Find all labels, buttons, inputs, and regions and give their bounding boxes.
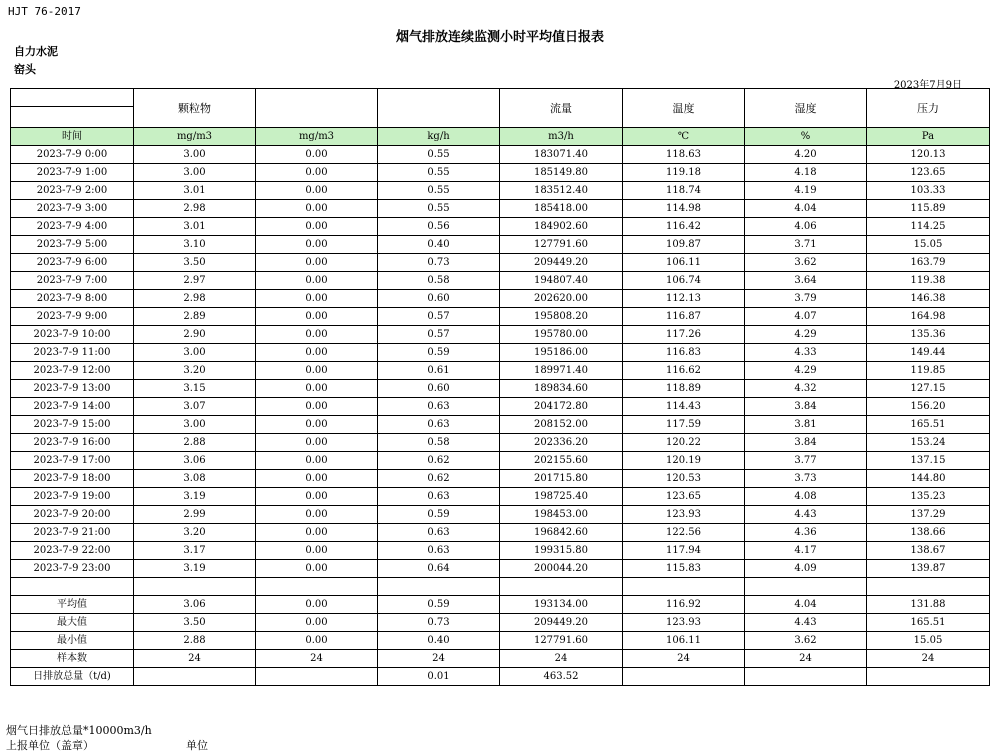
value-cell: 3.17 (134, 542, 256, 560)
value-cell: 3.84 (745, 398, 867, 416)
summary-value: 15.05 (867, 632, 990, 650)
report-date: 2023年7月9日 (893, 80, 962, 91)
value-cell: 0.62 (378, 470, 500, 488)
value-cell: 137.15 (867, 452, 990, 470)
header-cell: 颗粒物 (134, 89, 256, 128)
value-cell: 0.00 (256, 254, 378, 272)
value-cell: 0.00 (256, 308, 378, 326)
time-cell: 2023-7-9 19:00 (11, 488, 134, 506)
summary-value: 0.01 (378, 668, 500, 686)
empty-cell (745, 578, 867, 596)
value-cell: 114.98 (623, 200, 745, 218)
value-cell: 3.62 (745, 254, 867, 272)
empty-cell (867, 578, 990, 596)
value-cell: 0.00 (256, 470, 378, 488)
value-cell: 0.00 (256, 146, 378, 164)
table-row (11, 506, 990, 524)
value-cell: 0.55 (378, 182, 500, 200)
header-cell: 湿度 (745, 89, 867, 128)
value-cell: 3.06 (134, 452, 256, 470)
summary-label: 日排放总量（t/d) (11, 668, 134, 686)
summary-value: 193134.00 (500, 596, 623, 614)
units-row (11, 128, 990, 146)
value-cell: 117.26 (623, 326, 745, 344)
value-cell: 106.11 (623, 254, 745, 272)
value-cell: 135.23 (867, 488, 990, 506)
value-cell: 0.40 (378, 236, 500, 254)
time-cell: 2023-7-9 12:00 (11, 362, 134, 380)
value-cell: 127791.60 (500, 236, 623, 254)
value-cell: 208152.00 (500, 416, 623, 434)
value-cell: 183071.40 (500, 146, 623, 164)
value-cell: 138.66 (867, 524, 990, 542)
standard-code: HJT 76-2017 (8, 5, 81, 18)
value-cell: 119.18 (623, 164, 745, 182)
summary-label: 最小值 (11, 632, 134, 650)
table-row (11, 164, 990, 182)
value-cell: 0.00 (256, 506, 378, 524)
value-cell: 0.00 (256, 182, 378, 200)
value-cell: 2.90 (134, 326, 256, 344)
value-cell: 118.63 (623, 146, 745, 164)
summary-label: 样本数 (11, 650, 134, 668)
summary-value: 116.92 (623, 596, 745, 614)
table-row (11, 470, 990, 488)
value-cell: 119.38 (867, 272, 990, 290)
value-cell: 195780.00 (500, 326, 623, 344)
value-cell: 198725.40 (500, 488, 623, 506)
report-title: 烟气排放连续监测小时平均值日报表 (395, 30, 604, 45)
value-cell: 0.00 (256, 434, 378, 452)
table-row (11, 182, 990, 200)
summary-value: 463.52 (500, 668, 623, 686)
value-cell: 3.07 (134, 398, 256, 416)
summary-label: 最大值 (11, 614, 134, 632)
time-cell: 2023-7-9 23:00 (11, 560, 134, 578)
value-cell: 199315.80 (500, 542, 623, 560)
summary-value: 0.00 (256, 614, 378, 632)
value-cell: 0.59 (378, 506, 500, 524)
value-cell: 4.33 (745, 344, 867, 362)
value-cell: 3.01 (134, 218, 256, 236)
value-cell: 0.63 (378, 524, 500, 542)
summary-value: 209449.20 (500, 614, 623, 632)
summary-value: 3.62 (745, 632, 867, 650)
unit-cell: % (745, 128, 867, 146)
value-cell: 0.00 (256, 200, 378, 218)
value-cell: 0.58 (378, 434, 500, 452)
unit-cell: mg/m3 (134, 128, 256, 146)
summary-value: 3.50 (134, 614, 256, 632)
value-cell: 4.19 (745, 182, 867, 200)
table-row (11, 218, 990, 236)
value-cell: 144.80 (867, 470, 990, 488)
table-row (11, 380, 990, 398)
summary-value: 24 (256, 650, 378, 668)
value-cell: 3.19 (134, 560, 256, 578)
value-cell: 127.15 (867, 380, 990, 398)
value-cell: 0.56 (378, 218, 500, 236)
value-cell: 2.89 (134, 308, 256, 326)
value-cell: 4.08 (745, 488, 867, 506)
table-row (11, 416, 990, 434)
value-cell: 0.63 (378, 416, 500, 434)
value-cell: 3.84 (745, 434, 867, 452)
value-cell: 3.71 (745, 236, 867, 254)
value-cell: 3.15 (134, 380, 256, 398)
value-cell: 4.09 (745, 560, 867, 578)
table-row (11, 254, 990, 272)
table-row (11, 398, 990, 416)
summary-value: 0.40 (378, 632, 500, 650)
value-cell: 2.97 (134, 272, 256, 290)
value-cell: 120.53 (623, 470, 745, 488)
unit-cell: m3/h (500, 128, 623, 146)
time-cell: 2023-7-9 13:00 (11, 380, 134, 398)
corner-divider (11, 106, 133, 107)
table-row (11, 326, 990, 344)
value-cell: 0.00 (256, 362, 378, 380)
value-cell: 4.36 (745, 524, 867, 542)
summary-value: 24 (378, 650, 500, 668)
value-cell: 116.42 (623, 218, 745, 236)
empty-cell (11, 578, 134, 596)
summary-value (745, 668, 867, 686)
value-cell: 153.24 (867, 434, 990, 452)
value-cell: 4.29 (745, 326, 867, 344)
value-cell: 0.59 (378, 344, 500, 362)
header-cell (378, 89, 500, 128)
value-cell: 194807.40 (500, 272, 623, 290)
value-cell: 3.08 (134, 470, 256, 488)
value-cell: 103.33 (867, 182, 990, 200)
value-cell: 15.05 (867, 236, 990, 254)
summary-value: 123.93 (623, 614, 745, 632)
value-cell: 0.00 (256, 272, 378, 290)
time-cell: 2023-7-9 3:00 (11, 200, 134, 218)
value-cell: 200044.20 (500, 560, 623, 578)
value-cell: 185418.00 (500, 200, 623, 218)
value-cell: 4.18 (745, 164, 867, 182)
value-cell: 0.00 (256, 218, 378, 236)
header-corner (11, 89, 134, 128)
summary-value: 127791.60 (500, 632, 623, 650)
empty-cell (378, 578, 500, 596)
unit-label: 单位 (186, 739, 208, 752)
value-cell: 117.59 (623, 416, 745, 434)
value-cell: 116.87 (623, 308, 745, 326)
value-cell: 117.94 (623, 542, 745, 560)
table-row (11, 362, 990, 380)
value-cell: 0.00 (256, 524, 378, 542)
time-cell: 2023-7-9 18:00 (11, 470, 134, 488)
value-cell: 185149.80 (500, 164, 623, 182)
summary-value: 165.51 (867, 614, 990, 632)
value-cell: 4.43 (745, 506, 867, 524)
value-cell: 163.79 (867, 254, 990, 272)
value-cell: 0.00 (256, 164, 378, 182)
value-cell: 138.67 (867, 542, 990, 560)
summary-row (11, 596, 990, 614)
header-cell: 压力 (867, 89, 990, 128)
value-cell: 0.58 (378, 272, 500, 290)
value-cell: 3.77 (745, 452, 867, 470)
table-row (11, 560, 990, 578)
value-cell: 0.63 (378, 542, 500, 560)
summary-row (11, 668, 990, 686)
value-cell: 4.32 (745, 380, 867, 398)
table-row (11, 236, 990, 254)
time-cell: 2023-7-9 14:00 (11, 398, 134, 416)
summary-label: 平均值 (11, 596, 134, 614)
unit-cell: mg/m3 (256, 128, 378, 146)
value-cell: 119.85 (867, 362, 990, 380)
unit-cell: ℃ (623, 128, 745, 146)
value-cell: 3.00 (134, 164, 256, 182)
summary-row (11, 632, 990, 650)
time-cell: 2023-7-9 0:00 (11, 146, 134, 164)
empty-cell (623, 578, 745, 596)
value-cell: 0.00 (256, 452, 378, 470)
value-cell: 0.61 (378, 362, 500, 380)
value-cell: 0.62 (378, 452, 500, 470)
value-cell: 2.88 (134, 434, 256, 452)
spacer-row (11, 578, 990, 596)
summary-value: 2.88 (134, 632, 256, 650)
value-cell: 202336.20 (500, 434, 623, 452)
value-cell: 3.19 (134, 488, 256, 506)
value-cell: 189834.60 (500, 380, 623, 398)
value-cell: 109.87 (623, 236, 745, 254)
value-cell: 3.01 (134, 182, 256, 200)
table-row (11, 524, 990, 542)
time-cell: 2023-7-9 6:00 (11, 254, 134, 272)
empty-cell (256, 578, 378, 596)
value-cell: 0.64 (378, 560, 500, 578)
value-cell: 139.87 (867, 560, 990, 578)
value-cell: 3.00 (134, 344, 256, 362)
value-cell: 204172.80 (500, 398, 623, 416)
value-cell: 195186.00 (500, 344, 623, 362)
summary-value: 0.00 (256, 632, 378, 650)
value-cell: 0.57 (378, 308, 500, 326)
summary-value (134, 668, 256, 686)
value-cell: 2.99 (134, 506, 256, 524)
table-row (11, 308, 990, 326)
summary-row (11, 650, 990, 668)
value-cell: 195808.20 (500, 308, 623, 326)
unit-cell: Pa (867, 128, 990, 146)
value-cell: 3.81 (745, 416, 867, 434)
table-row (11, 542, 990, 560)
value-cell: 3.00 (134, 416, 256, 434)
summary-value: 0.73 (378, 614, 500, 632)
empty-cell (134, 578, 256, 596)
header-cell: 温度 (623, 89, 745, 128)
hourly-average-table (10, 88, 990, 686)
value-cell: 4.06 (745, 218, 867, 236)
summary-value: 24 (134, 650, 256, 668)
value-cell: 3.20 (134, 362, 256, 380)
value-cell: 0.00 (256, 344, 378, 362)
summary-value: 24 (745, 650, 867, 668)
table-row (11, 434, 990, 452)
summary-value: 0.59 (378, 596, 500, 614)
value-cell: 112.13 (623, 290, 745, 308)
table-row (11, 146, 990, 164)
value-cell: 201715.80 (500, 470, 623, 488)
value-cell: 0.57 (378, 326, 500, 344)
summary-value: 106.11 (623, 632, 745, 650)
summary-value (256, 668, 378, 686)
value-cell: 164.98 (867, 308, 990, 326)
value-cell: 2.98 (134, 200, 256, 218)
value-cell: 114.25 (867, 218, 990, 236)
time-cell: 2023-7-9 5:00 (11, 236, 134, 254)
value-cell: 0.63 (378, 488, 500, 506)
table-row (11, 344, 990, 362)
time-cell: 2023-7-9 7:00 (11, 272, 134, 290)
value-cell: 0.00 (256, 488, 378, 506)
time-cell: 2023-7-9 4:00 (11, 218, 134, 236)
summary-value: 24 (867, 650, 990, 668)
company-name: 自力水泥 (14, 45, 58, 58)
value-cell: 120.22 (623, 434, 745, 452)
value-cell: 184902.60 (500, 218, 623, 236)
time-cell: 2023-7-9 15:00 (11, 416, 134, 434)
value-cell: 156.20 (867, 398, 990, 416)
value-cell: 2.98 (134, 290, 256, 308)
time-cell: 2023-7-9 17:00 (11, 452, 134, 470)
value-cell: 114.43 (623, 398, 745, 416)
summary-value (623, 668, 745, 686)
value-cell: 3.50 (134, 254, 256, 272)
value-cell: 115.89 (867, 200, 990, 218)
value-cell: 0.73 (378, 254, 500, 272)
value-cell: 106.74 (623, 272, 745, 290)
summary-value (867, 668, 990, 686)
time-cell: 2023-7-9 9:00 (11, 308, 134, 326)
value-cell: 0.00 (256, 326, 378, 344)
value-cell: 116.62 (623, 362, 745, 380)
time-cell: 2023-7-9 22:00 (11, 542, 134, 560)
value-cell: 120.13 (867, 146, 990, 164)
table-row (11, 488, 990, 506)
value-cell: 0.00 (256, 380, 378, 398)
value-cell: 4.17 (745, 542, 867, 560)
time-cell: 2023-7-9 20:00 (11, 506, 134, 524)
value-cell: 0.00 (256, 416, 378, 434)
summary-row (11, 614, 990, 632)
value-cell: 189971.40 (500, 362, 623, 380)
header-row (11, 89, 990, 128)
table-row (11, 200, 990, 218)
summary-value: 24 (500, 650, 623, 668)
summary-value: 4.04 (745, 596, 867, 614)
time-cell: 2023-7-9 11:00 (11, 344, 134, 362)
value-cell: 4.29 (745, 362, 867, 380)
value-cell: 0.00 (256, 542, 378, 560)
value-cell: 198453.00 (500, 506, 623, 524)
summary-value: 3.06 (134, 596, 256, 614)
value-cell: 0.55 (378, 200, 500, 218)
value-cell: 123.65 (623, 488, 745, 506)
value-cell: 4.20 (745, 146, 867, 164)
value-cell: 146.38 (867, 290, 990, 308)
value-cell: 115.83 (623, 560, 745, 578)
value-cell: 4.07 (745, 308, 867, 326)
time-cell: 2023-7-9 2:00 (11, 182, 134, 200)
value-cell: 118.74 (623, 182, 745, 200)
value-cell: 165.51 (867, 416, 990, 434)
value-cell: 0.63 (378, 398, 500, 416)
value-cell: 122.56 (623, 524, 745, 542)
value-cell: 135.36 (867, 326, 990, 344)
value-cell: 196842.60 (500, 524, 623, 542)
table-row (11, 290, 990, 308)
time-cell: 2023-7-9 10:00 (11, 326, 134, 344)
value-cell: 123.93 (623, 506, 745, 524)
value-cell: 3.73 (745, 470, 867, 488)
value-cell: 202620.00 (500, 290, 623, 308)
time-cell: 2023-7-9 8:00 (11, 290, 134, 308)
value-cell: 209449.20 (500, 254, 623, 272)
value-cell: 183512.40 (500, 182, 623, 200)
time-cell: 2023-7-9 1:00 (11, 164, 134, 182)
value-cell: 3.79 (745, 290, 867, 308)
summary-value: 4.43 (745, 614, 867, 632)
reporter-label: 上报单位（盖章） (6, 739, 94, 752)
value-cell: 118.89 (623, 380, 745, 398)
value-cell: 3.10 (134, 236, 256, 254)
value-cell: 149.44 (867, 344, 990, 362)
value-cell: 202155.60 (500, 452, 623, 470)
value-cell: 0.55 (378, 146, 500, 164)
value-cell: 3.00 (134, 146, 256, 164)
value-cell: 0.60 (378, 380, 500, 398)
summary-value: 131.88 (867, 596, 990, 614)
value-cell: 4.04 (745, 200, 867, 218)
time-header: 时间 (11, 128, 134, 146)
value-cell: 0.00 (256, 290, 378, 308)
summary-value: 24 (623, 650, 745, 668)
value-cell: 3.64 (745, 272, 867, 290)
value-cell: 137.29 (867, 506, 990, 524)
value-cell: 3.20 (134, 524, 256, 542)
value-cell: 0.00 (256, 398, 378, 416)
value-cell: 0.55 (378, 164, 500, 182)
value-cell: 0.00 (256, 560, 378, 578)
value-cell: 116.83 (623, 344, 745, 362)
footer-note: 烟气日排放总量*10000m3/h (6, 724, 152, 737)
value-cell: 123.65 (867, 164, 990, 182)
summary-value: 0.00 (256, 596, 378, 614)
table-row (11, 272, 990, 290)
value-cell: 0.60 (378, 290, 500, 308)
unit-cell: kg/h (378, 128, 500, 146)
time-cell: 2023-7-9 21:00 (11, 524, 134, 542)
table-row (11, 452, 990, 470)
value-cell: 0.00 (256, 236, 378, 254)
header-cell: 流量 (500, 89, 623, 128)
value-cell: 120.19 (623, 452, 745, 470)
time-cell: 2023-7-9 16:00 (11, 434, 134, 452)
monitoring-point: 窑头 (14, 63, 36, 76)
empty-cell (500, 578, 623, 596)
header-cell (256, 89, 378, 128)
